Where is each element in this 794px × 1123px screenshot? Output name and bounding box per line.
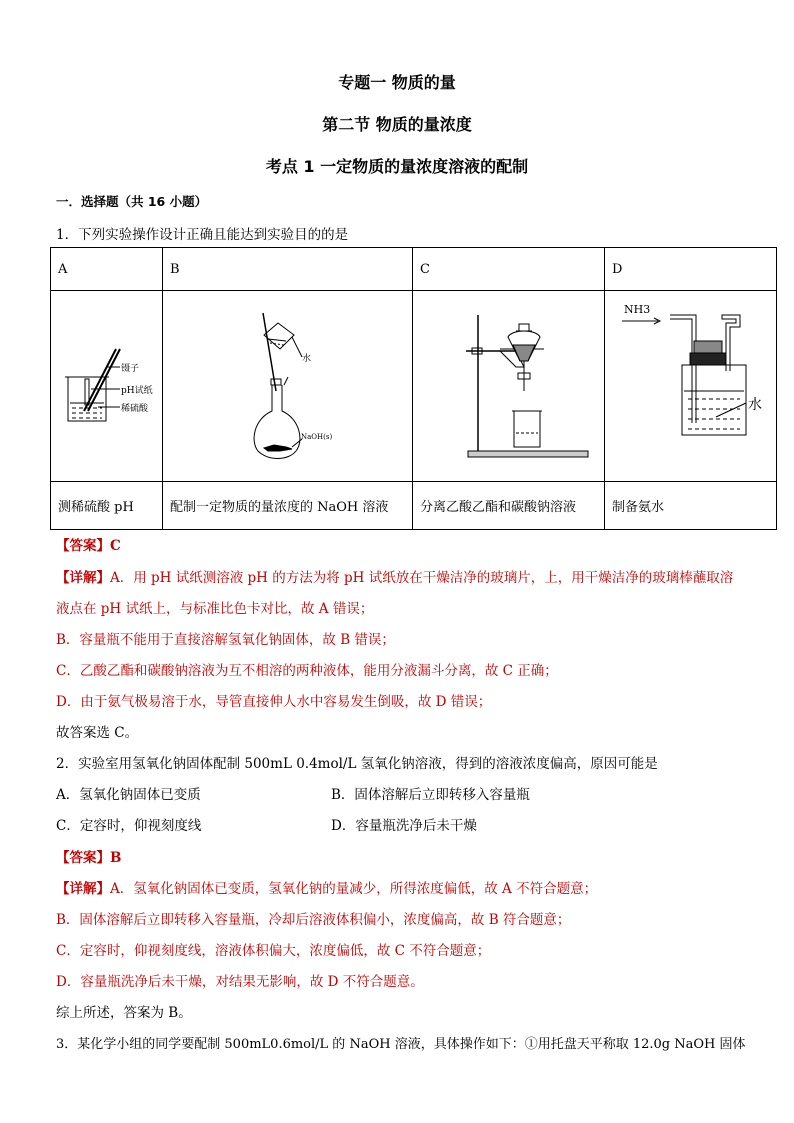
figure-d — [605, 291, 777, 482]
label-ph-paper: pH试纸 — [121, 386, 153, 396]
section-title: 第二节 物质的量浓度 — [322, 115, 472, 134]
q1-detail-label: 【详解】 — [56, 570, 110, 586]
q1-detail-a2: 液点在 pH 试纸上，与标准比色卡对比，故 A 错误； — [56, 601, 374, 617]
header-d: D — [605, 248, 777, 291]
q2-option-c: C．定容时，仰视刻度线 — [56, 818, 202, 834]
q2-stem: 2．实验室用氢氧化钠固体配制 500mL 0.4mol/L 氢氧化钠溶液，得到的溶液浓度偏高，原因可能是 — [56, 756, 658, 772]
header-b: B — [163, 248, 413, 291]
q2-detail-a-text: A．氢氧化钠固体已变质，氢氧化钠的量减少，所得浓度偏低，故 A 不符合题意； — [110, 881, 598, 897]
header-c: C — [413, 248, 605, 291]
q1-detail-b: B．容量瓶不能用于直接溶解氢氧化钠固体，故 B 错误； — [56, 632, 395, 648]
separatory-funnel-diagram — [420, 291, 604, 477]
figure-c — [413, 291, 605, 482]
q2-detail-c: C．定容时，仰视刻度线，溶液体积偏大，浓度偏低，故 C 不符合题意； — [56, 943, 491, 959]
q1-answer: 【答案】C — [56, 538, 121, 554]
q2-detail-label: 【详解】 — [56, 881, 110, 897]
caption-a: 测稀硫酸 pH — [51, 482, 163, 530]
q1-detail-a1 — [56, 566, 733, 586]
q1-options-table — [50, 247, 777, 530]
q2-conclusion: 综上所述，答案为 B。 — [56, 1005, 192, 1021]
q1-stem: 1．下列实验操作设计正确且能达到实验目的的是 — [56, 227, 349, 243]
q1-detail-c: C．乙酸乙酯和碳酸钠溶液为互不相溶的两种液体，能用分液漏斗分离，故 C 正确； — [56, 663, 558, 679]
q1-detail-d: D．由于氨气极易溶于水，导管直接伸人水中容易发生倒吸，故 D 错误； — [56, 694, 492, 710]
figure-a — [51, 291, 163, 482]
q2-option-d: D．容量瓶洗净后未干燥 — [331, 818, 477, 834]
q1-detail-a1-text: A．用 pH 试纸测溶液 pH 的方法为将 pH 试纸放在干燥洁净的玻璃片，上，用干燥洁净的玻璃棒蘸取溶 — [110, 570, 734, 586]
label-naoh-solid: NaOH(s) — [301, 433, 333, 441]
ph-test-diagram — [58, 291, 162, 477]
topic-title: 专题一 物质的量 — [338, 73, 456, 92]
q2-detail-a — [56, 877, 597, 897]
label-dilute-acid: 稀硫酸 — [121, 404, 149, 414]
ammonia-water-diagram — [612, 291, 776, 477]
q1-conclusion: 故答案选 C。 — [56, 725, 139, 741]
label-tweezers: 镊子 — [121, 364, 140, 374]
q2-option-a: A．氢氧化钠固体已变质 — [56, 787, 201, 803]
figure-b — [163, 291, 413, 482]
caption-d: 制备氨水 — [605, 482, 777, 530]
q2-detail-b: B．固体溶解后立即转移入容量瓶，冷却后溶液体积偏小，浓度偏高，故 B 符合题意； — [56, 912, 571, 928]
q2-answer: 【答案】B — [56, 850, 122, 866]
section-header: 一．选择题（共 16 小题） — [56, 194, 208, 209]
q2-option-b: B．固体溶解后立即转移入容量瓶 — [331, 787, 530, 803]
label-nh3: NH3 — [624, 303, 651, 316]
volumetric-flask-diagram — [170, 291, 412, 477]
caption-c: 分离乙酸乙酯和碳酸钠溶液 — [413, 482, 605, 530]
label-water-d: 水 — [748, 397, 762, 413]
point-title: 考点 1 一定物质的量浓度溶液的配制 — [265, 157, 529, 176]
label-water-b: 水 — [302, 354, 312, 364]
q2-detail-d: D．容量瓶洗净后未干燥，对结果无影响，故 D 不符合题意。 — [56, 974, 424, 990]
q3-stem: 3．某化学小组的同学要配制 500mL0.6mol/L 的 NaOH 溶液，具体操作如下：①用托盘天平称取 12.0g NaOH 固体 — [56, 1037, 746, 1052]
caption-b: 配制一定物质的量浓度的 NaOH 溶液 — [163, 482, 413, 530]
header-a: A — [51, 248, 163, 291]
